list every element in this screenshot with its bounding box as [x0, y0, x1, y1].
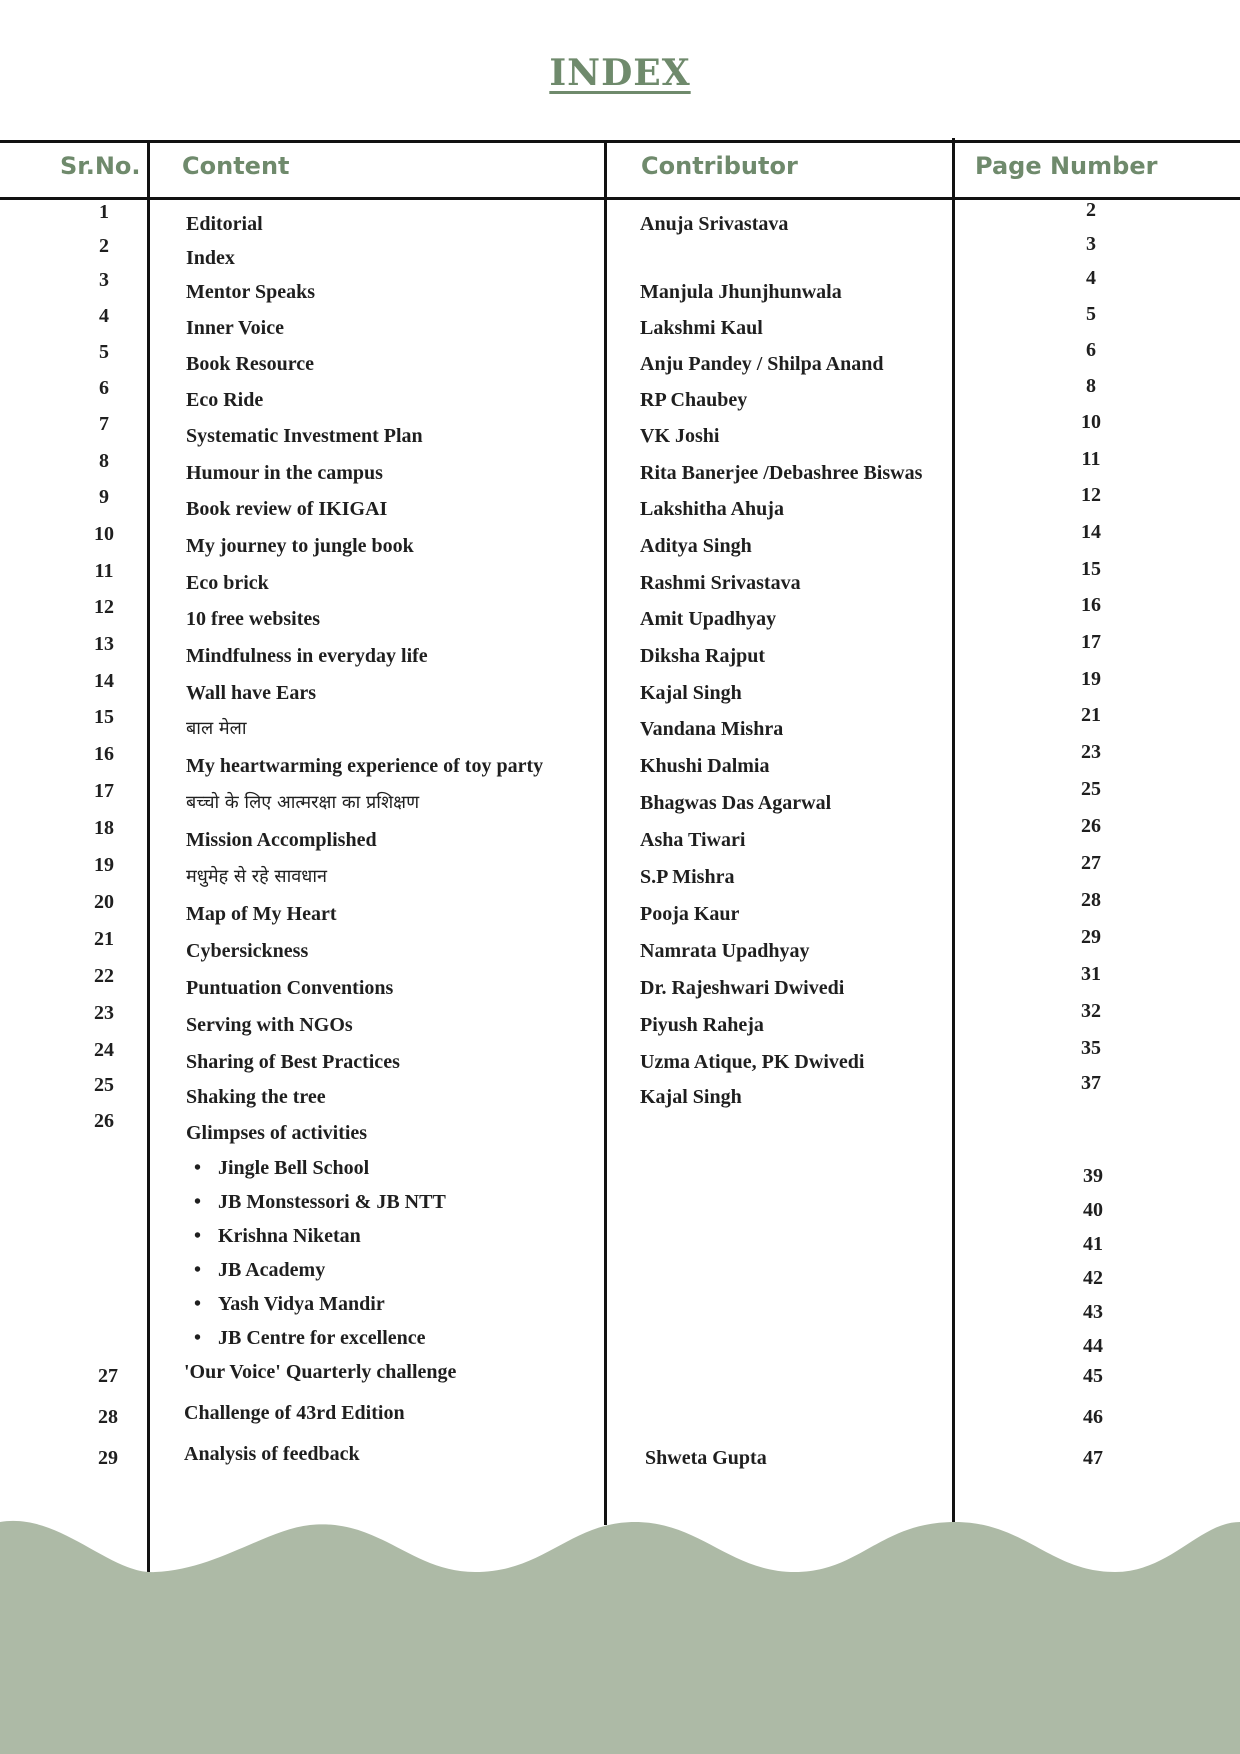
- row-contributor: Lakshmi Kaul: [640, 317, 763, 339]
- row-contributor: Rashmi Srivastava: [640, 572, 801, 594]
- row-sr-no: 28: [98, 1406, 118, 1428]
- row-contributor: Manjula Jhunjhunwala: [640, 281, 842, 303]
- row-content: Humour in the campus: [186, 462, 383, 484]
- row-sr-no: 11: [94, 560, 114, 582]
- row-page-number: 35: [1081, 1037, 1101, 1059]
- row-page-number: 12: [1081, 484, 1101, 506]
- row-page-number: 26: [1081, 815, 1101, 837]
- row-contributor: Uzma Atique, PK Dwivedi: [640, 1051, 865, 1073]
- row-content: 'Our Voice' Quarterly challenge: [184, 1361, 457, 1383]
- row-content: Mission Accomplished: [186, 829, 377, 851]
- row-content: Index: [186, 247, 235, 269]
- row-content: Mindfulness in everyday life: [186, 645, 428, 667]
- row-page-number: 23: [1081, 741, 1101, 763]
- row-content: Eco Ride: [186, 389, 264, 411]
- row-sr-no: 8: [99, 450, 109, 472]
- page-title: INDEX: [549, 52, 691, 94]
- row-contributor: Asha Tiwari: [640, 829, 746, 851]
- row-content: My journey to jungle book: [186, 535, 414, 557]
- row-content: Glimpses of activities: [186, 1122, 368, 1144]
- row-sr-no: 20: [94, 891, 114, 913]
- sub-item-content: • JB Centre for excellence: [218, 1326, 426, 1350]
- row-sr-no: 21: [94, 928, 114, 950]
- row-contributor: Diksha Rajput: [640, 645, 766, 667]
- row-content: Cybersickness: [186, 940, 309, 962]
- row-sr-no: 17: [94, 780, 114, 802]
- sub-item-content: • Krishna Niketan: [218, 1224, 361, 1248]
- row-content: Book Resource: [186, 353, 314, 375]
- header-sr-no: Sr.No.: [60, 152, 141, 180]
- row-contributor: Anju Pandey / Shilpa Anand: [640, 353, 884, 375]
- sub-item-page-number: 40: [1083, 1199, 1103, 1221]
- row-contributor: Shweta Gupta: [645, 1447, 767, 1469]
- row-page-number: 47: [1083, 1447, 1103, 1469]
- row-contributor: Kajal Singh: [640, 1086, 742, 1108]
- row-sr-no: 6: [99, 377, 109, 399]
- sub-item-content: • JB Academy: [218, 1258, 325, 1282]
- row-sr-no: 1: [99, 201, 109, 223]
- row-content: Puntuation Conventions: [186, 977, 394, 999]
- row-sr-no: 15: [94, 706, 114, 728]
- row-content: Analysis of feedback: [184, 1443, 360, 1465]
- row-contributor: Khushi Dalmia: [640, 755, 770, 777]
- row-content: Challenge of 43rd Edition: [184, 1402, 405, 1424]
- row-sr-no: 7: [99, 413, 109, 435]
- row-page-number: 10: [1081, 411, 1101, 433]
- row-page-number: 17: [1081, 631, 1101, 653]
- row-page-number: 27: [1081, 852, 1101, 874]
- row-sr-no: 4: [99, 305, 109, 327]
- sub-item-page-number: 44: [1083, 1335, 1103, 1357]
- row-page-number: 28: [1081, 889, 1101, 911]
- row-page-number: 29: [1081, 926, 1101, 948]
- row-content: Wall have Ears: [186, 682, 317, 704]
- sub-item-page-number: 43: [1083, 1301, 1103, 1323]
- row-contributor: Anuja Srivastava: [640, 213, 789, 235]
- row-page-number: 2: [1086, 199, 1096, 221]
- row-sr-no: 29: [98, 1447, 118, 1469]
- sub-item-content: • Jingle Bell School: [218, 1156, 369, 1180]
- row-contributor: Rita Banerjee /Debashree Biswas: [640, 462, 923, 484]
- row-page-number: 46: [1083, 1406, 1103, 1428]
- row-content: Editorial: [186, 213, 263, 235]
- row-page-number: 8: [1086, 375, 1096, 397]
- row-page-number: 32: [1081, 1000, 1101, 1022]
- row-content: Map of My Heart: [186, 903, 337, 925]
- row-content: मधुमेह से रहे सावधान: [186, 866, 327, 887]
- row-content: बच्चो के लिए आत्मरक्षा का प्रशिक्षण: [186, 792, 420, 813]
- sub-item-content: • Yash Vidya Mandir: [218, 1292, 385, 1316]
- row-sr-no: 27: [98, 1365, 118, 1387]
- row-page-number: 6: [1086, 339, 1096, 361]
- row-page-number: 3: [1086, 233, 1096, 255]
- header-content: Content: [182, 152, 290, 180]
- row-page-number: 16: [1081, 594, 1101, 616]
- row-sr-no: 3: [99, 269, 109, 291]
- row-page-number: 11: [1081, 448, 1101, 470]
- row-content: बाल मेला: [186, 718, 247, 739]
- row-page-number: 37: [1081, 1072, 1101, 1094]
- row-contributor: Pooja Kaur: [640, 903, 740, 925]
- row-contributor: Amit Upadhyay: [640, 608, 777, 630]
- header-contributor: Contributor: [641, 152, 798, 180]
- row-page-number: 15: [1081, 558, 1101, 580]
- row-content: Mentor Speaks: [186, 281, 316, 303]
- row-page-number: 5: [1086, 303, 1096, 325]
- row-sr-no: 24: [94, 1039, 114, 1061]
- row-contributor: Piyush Raheja: [640, 1014, 764, 1036]
- row-content: Systematic Investment Plan: [186, 425, 423, 447]
- row-sr-no: 9: [99, 486, 109, 508]
- row-contributor: RP Chaubey: [640, 389, 748, 411]
- header-page-number: Page Number: [975, 152, 1158, 180]
- row-content: Shaking the tree: [186, 1086, 326, 1108]
- row-contributor: Dr. Rajeshwari Dwivedi: [640, 977, 845, 999]
- row-sr-no: 13: [94, 633, 114, 655]
- row-contributor: Namrata Upadhyay: [640, 940, 810, 962]
- row-contributor: Vandana Mishra: [640, 718, 784, 740]
- sub-item-page-number: 42: [1083, 1267, 1103, 1289]
- row-contributor: Lakshitha Ahuja: [640, 498, 784, 520]
- row-content: Eco brick: [186, 572, 269, 594]
- row-page-number: 45: [1083, 1365, 1103, 1387]
- row-sr-no: 5: [99, 341, 109, 363]
- row-sr-no: 26: [94, 1110, 114, 1132]
- row-content: Serving with NGOs: [186, 1014, 353, 1036]
- row-contributor: Bhagwas Das Agarwal: [640, 792, 832, 814]
- row-sr-no: 25: [94, 1074, 114, 1096]
- row-page-number: 4: [1086, 267, 1096, 289]
- row-contributor: S.P Mishra: [640, 866, 735, 888]
- row-page-number: 19: [1081, 668, 1101, 690]
- row-content: 10 free websites: [186, 608, 321, 630]
- row-content: Book review of IKIGAI: [186, 498, 388, 520]
- sub-item-content: • JB Monstessori & JB NTT: [218, 1190, 446, 1214]
- row-contributor: Aditya Singh: [640, 535, 752, 557]
- row-page-number: 25: [1081, 778, 1101, 800]
- row-sr-no: 18: [94, 817, 114, 839]
- row-sr-no: 16: [94, 743, 114, 765]
- sub-item-page-number: 41: [1083, 1233, 1103, 1255]
- row-content: Inner Voice: [186, 317, 284, 339]
- row-page-number: 21: [1081, 704, 1101, 726]
- row-page-number: 31: [1081, 963, 1101, 985]
- row-sr-no: 10: [94, 523, 114, 545]
- row-contributor: Kajal Singh: [640, 682, 742, 704]
- sub-item-page-number: 39: [1083, 1165, 1103, 1187]
- row-sr-no: 14: [94, 670, 114, 692]
- row-contributor: VK Joshi: [640, 425, 720, 447]
- row-content: My heartwarming experience of toy party: [186, 755, 544, 777]
- row-sr-no: 22: [94, 965, 114, 987]
- row-sr-no: 23: [94, 1002, 114, 1024]
- row-content: Sharing of Best Practices: [186, 1051, 400, 1073]
- row-page-number: 14: [1081, 521, 1101, 543]
- row-sr-no: 19: [94, 854, 114, 876]
- row-sr-no: 2: [99, 235, 109, 257]
- row-sr-no: 12: [94, 596, 114, 618]
